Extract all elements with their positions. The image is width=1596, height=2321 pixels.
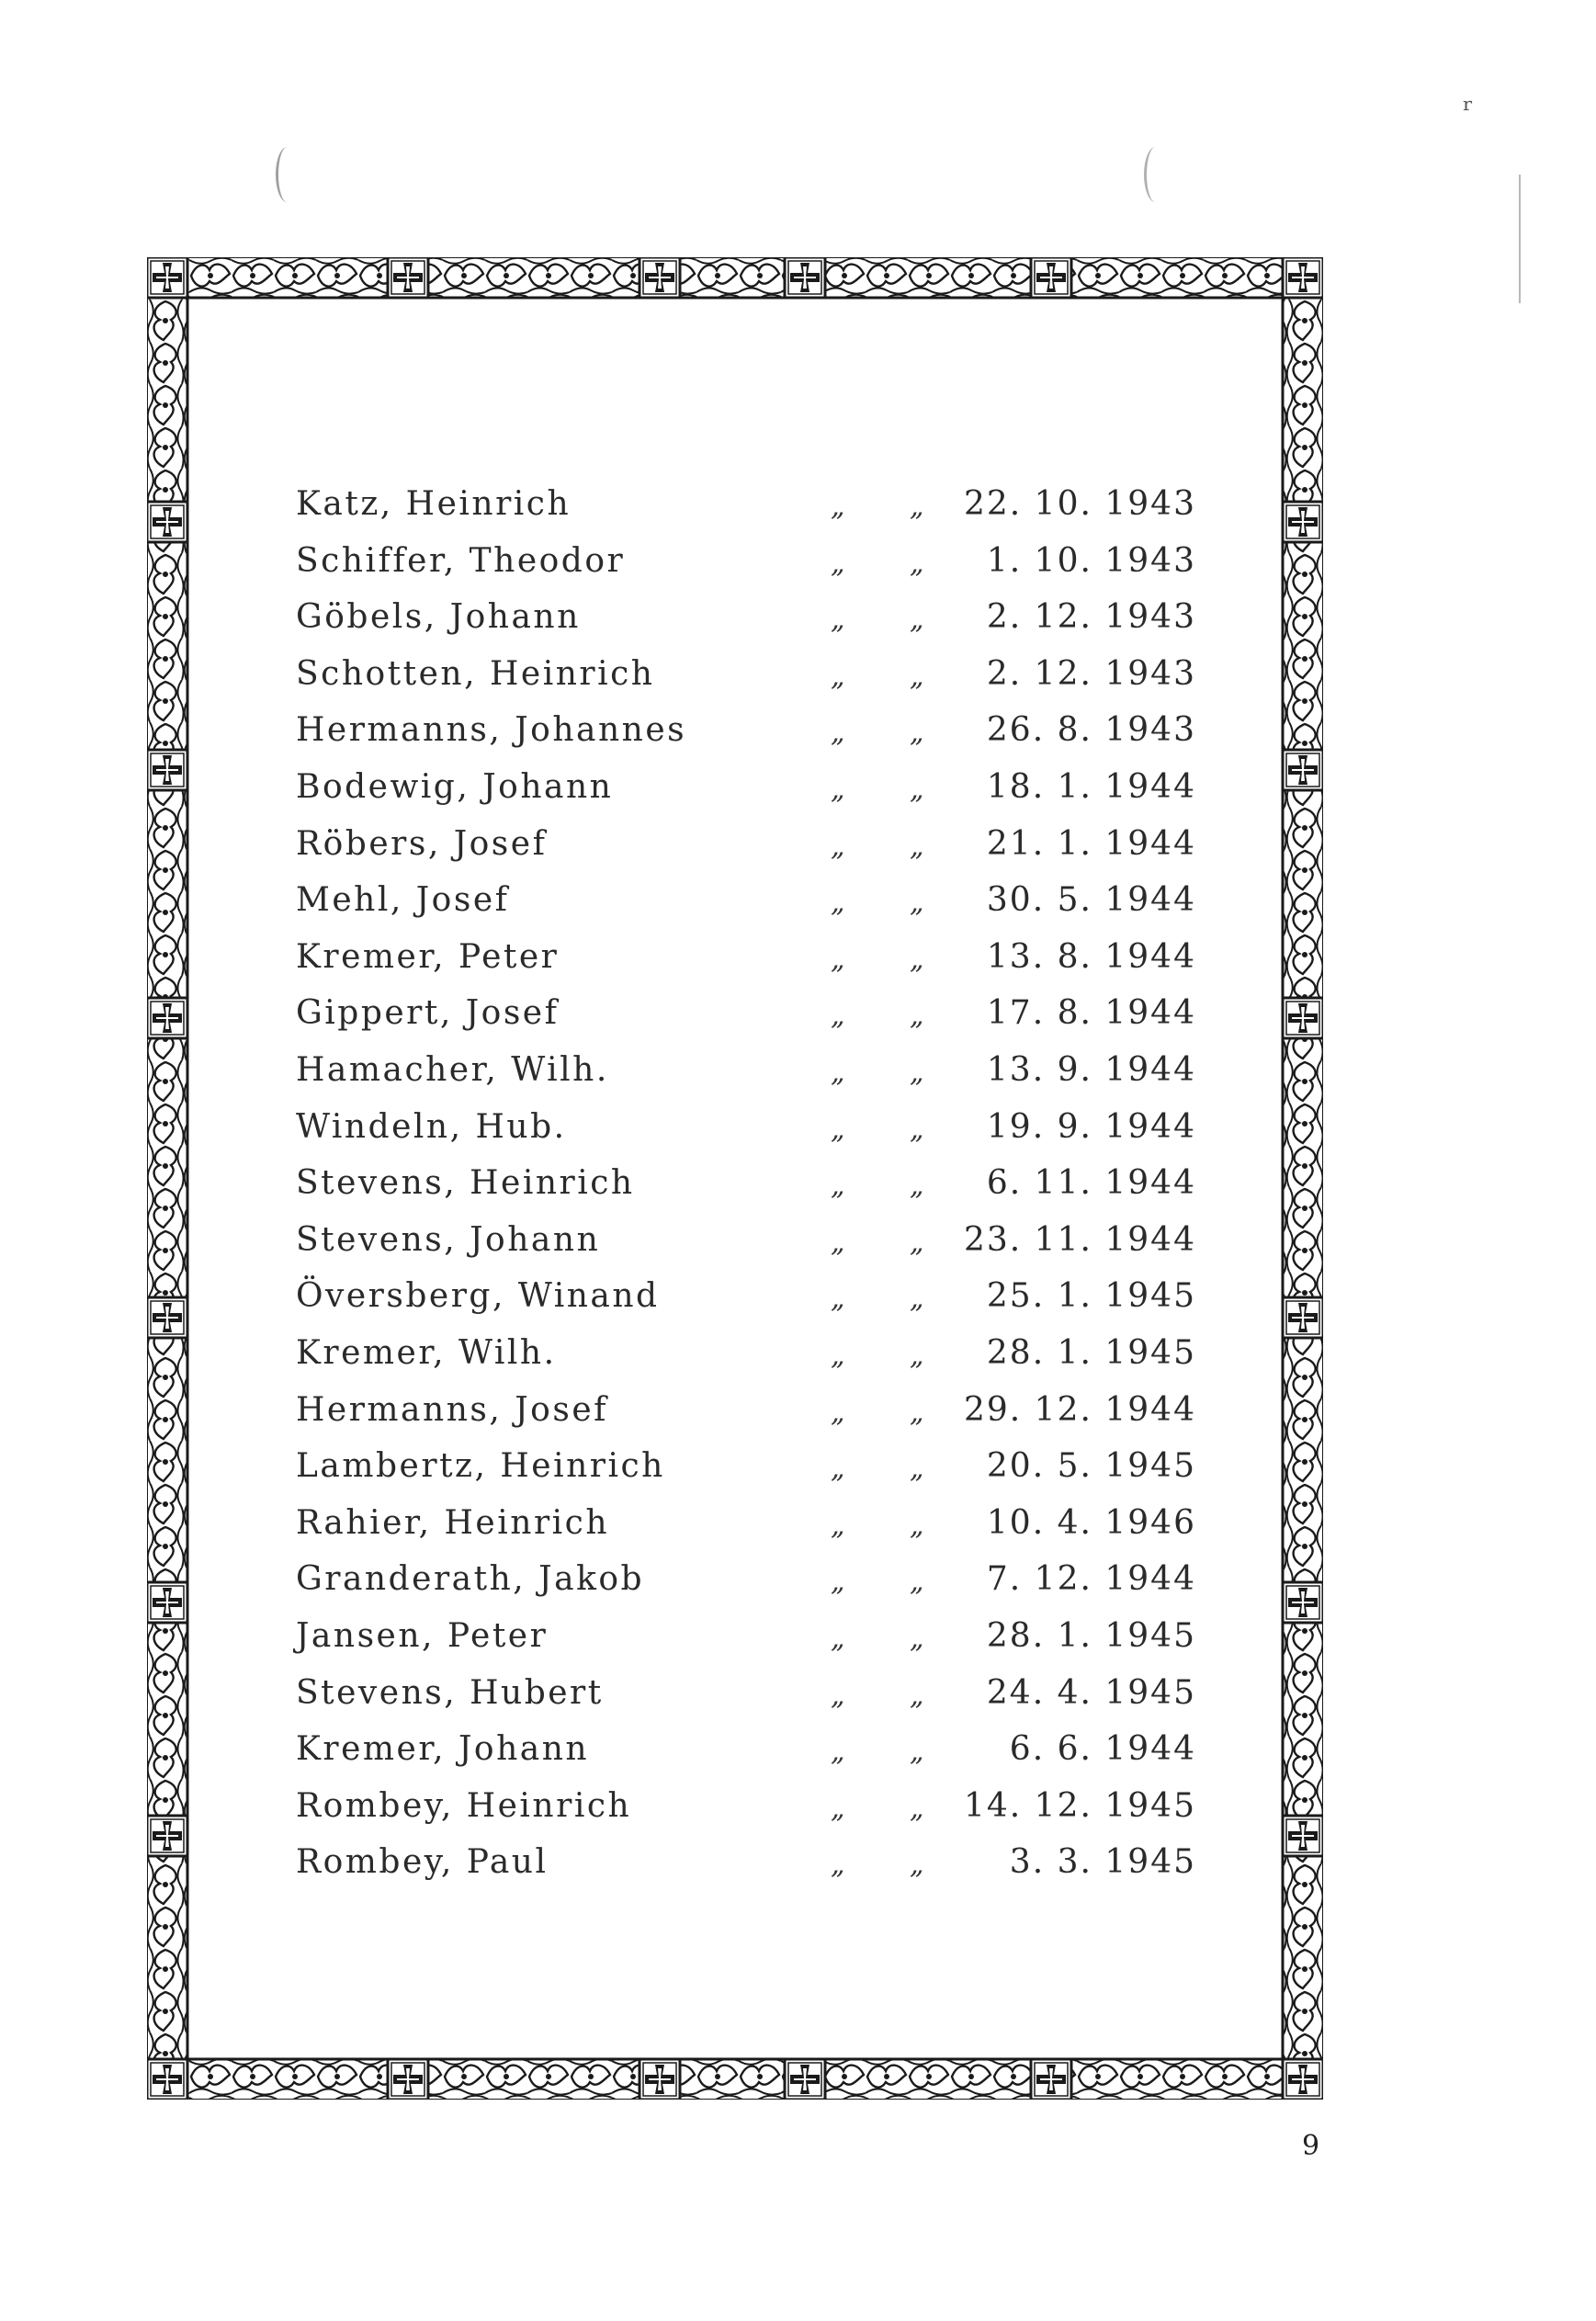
ditto-mark: „ [910,1170,927,1203]
ditto-mark: „ [910,491,927,523]
entry-name: Gippert, Josef [296,994,560,1033]
list-item [296,1560,1196,1617]
ditto-mark: „ [831,1340,848,1372]
ditto-mark: „ [831,717,848,750]
entry-date: 24. 4. 1945 [986,1673,1196,1712]
ditto-mark: „ [910,1113,927,1146]
ditto-mark: „ [910,1849,927,1882]
entry-date: 2. 12. 1943 [986,654,1196,693]
scan-mark-left-parenthesis [276,147,299,202]
entry-date: 2. 12. 1943 [986,598,1196,637]
entry-name: Hamacher, Wilh. [296,1051,609,1089]
entry-date: 14. 12. 1945 [963,1786,1196,1825]
ditto-mark: „ [831,1453,848,1486]
entry-date: 18. 1. 1944 [986,768,1196,806]
list-item [296,542,1196,599]
ditto-mark: „ [831,1509,848,1542]
entry-date: 20. 5. 1945 [986,1447,1196,1486]
list-item [296,938,1196,995]
entry-date: 28. 1. 1945 [986,1334,1196,1372]
entry-name: Schotten, Heinrich [296,654,655,693]
list-item [296,768,1196,825]
entry-date: 1. 10. 1943 [986,541,1196,580]
entry-name: Schiffer, Theodor [296,541,626,580]
ditto-mark: „ [831,1736,848,1769]
ditto-mark: „ [910,717,927,750]
list-item [296,1164,1196,1221]
list-item [296,881,1196,938]
ditto-mark: „ [831,1679,848,1712]
entry-name: Stevens, Johann [296,1220,601,1259]
ditto-mark: „ [831,1170,848,1203]
ditto-mark: „ [831,774,848,806]
ditto-mark: „ [831,491,848,523]
entry-name: Rombey, Paul [296,1843,549,1882]
ditto-mark: „ [831,887,848,920]
entry-date: 22. 10. 1943 [963,485,1196,523]
entry-date: 13. 8. 1944 [986,937,1196,976]
ditto-mark: „ [910,774,927,806]
ditto-mark: „ [910,1566,927,1599]
ditto-mark: „ [910,1396,927,1429]
ditto-mark: „ [831,1566,848,1599]
ditto-mark: „ [910,1283,927,1316]
ditto-mark: „ [910,1679,927,1712]
entry-name: Jansen, Peter [296,1617,549,1655]
ditto-mark: „ [831,1283,848,1316]
list-item [296,655,1196,712]
ditto-mark: „ [831,1623,848,1655]
list-item [296,994,1196,1051]
entry-name: Granderath, Jakob [296,1560,645,1599]
entry-name: Kremer, Wilh. [296,1334,557,1372]
entry-name: Katz, Heinrich [296,485,572,523]
entry-date: 30. 5. 1944 [986,881,1196,920]
ditto-mark: „ [910,604,927,637]
ditto-mark: „ [910,660,927,693]
entry-date: 7. 12. 1944 [986,1560,1196,1599]
ditto-mark: „ [831,1057,848,1089]
ditto-mark: „ [831,1792,848,1825]
ditto-mark: „ [910,1000,927,1033]
list-item [296,1617,1196,1674]
ditto-mark: „ [831,1849,848,1882]
entry-name: Windeln, Hub. [296,1107,567,1146]
list-item [296,1504,1196,1561]
list-item [296,1730,1196,1787]
ditto-mark: „ [910,1226,927,1259]
page-number: 9 [1302,2130,1320,2162]
ditto-mark: „ [910,887,927,920]
list-item [296,1334,1196,1391]
entry-name: Bodewig, Johann [296,768,614,806]
entry-date: 23. 11. 1944 [963,1220,1196,1259]
ditto-mark: „ [910,1340,927,1372]
ditto-mark: „ [831,1226,848,1259]
entry-name: Mehl, Josef [296,881,510,920]
ditto-mark: „ [831,943,848,976]
scan-tick-mark: ʳ [1463,92,1474,129]
list-item [296,1843,1196,1900]
ditto-mark: „ [831,1000,848,1033]
entry-name: Lambertz, Heinrich [296,1447,665,1486]
ditto-mark: „ [831,830,848,863]
ditto-mark: „ [831,1396,848,1429]
ditto-mark: „ [831,547,848,580]
entry-date: 28. 1. 1945 [986,1617,1196,1655]
entry-name: Stevens, Heinrich [296,1164,635,1203]
entry-date: 25. 1. 1945 [986,1277,1196,1316]
list-item [296,1108,1196,1165]
list-item [296,711,1196,768]
entry-date: 10. 4. 1946 [986,1503,1196,1542]
ditto-mark: „ [910,943,927,976]
ditto-mark: „ [910,1453,927,1486]
entry-name: Rahier, Heinrich [296,1503,610,1542]
entry-name: Rombey, Heinrich [296,1786,632,1825]
ditto-mark: „ [910,1623,927,1655]
entry-date: 6. 11. 1944 [986,1164,1196,1203]
list-item [296,1674,1196,1731]
entry-date: 26. 8. 1943 [986,711,1196,750]
entry-date: 6. 6. 1944 [1009,1730,1196,1769]
entry-name: Kremer, Peter [296,937,560,976]
entry-date: 13. 9. 1944 [986,1051,1196,1089]
list-item [296,1277,1196,1334]
scan-edge-line [1519,175,1521,303]
ditto-mark: „ [910,547,927,580]
entry-date: 3. 3. 1945 [1009,1843,1196,1882]
list-item [296,485,1196,542]
ditto-mark: „ [910,830,927,863]
list-item [296,1447,1196,1504]
entry-name: Översberg, Winand [296,1277,660,1316]
list-item [296,1787,1196,1844]
entry-date: 29. 12. 1944 [963,1390,1196,1429]
list-item [296,1051,1196,1108]
entry-name: Röbers, Josef [296,824,548,863]
ditto-mark: „ [910,1736,927,1769]
entry-name: Stevens, Hubert [296,1673,604,1712]
list-item [296,598,1196,655]
entry-name: Hermanns, Johannes [296,711,687,750]
ditto-mark: „ [910,1792,927,1825]
entry-name: Göbels, Johann [296,598,581,637]
ditto-mark: „ [831,660,848,693]
entry-date: 21. 1. 1944 [986,824,1196,863]
ditto-mark: „ [910,1509,927,1542]
ditto-mark: „ [831,604,848,637]
list-item [296,1221,1196,1278]
ditto-mark: „ [910,1057,927,1089]
ditto-mark: „ [831,1113,848,1146]
entry-date: 17. 8. 1944 [986,994,1196,1033]
entry-name: Kremer, Johann [296,1730,590,1769]
list-item [296,1391,1196,1448]
scan-mark-right-parenthesis [1144,147,1167,202]
list-item [296,825,1196,882]
entry-name: Hermanns, Josef [296,1390,608,1429]
entry-date: 19. 9. 1944 [986,1107,1196,1146]
